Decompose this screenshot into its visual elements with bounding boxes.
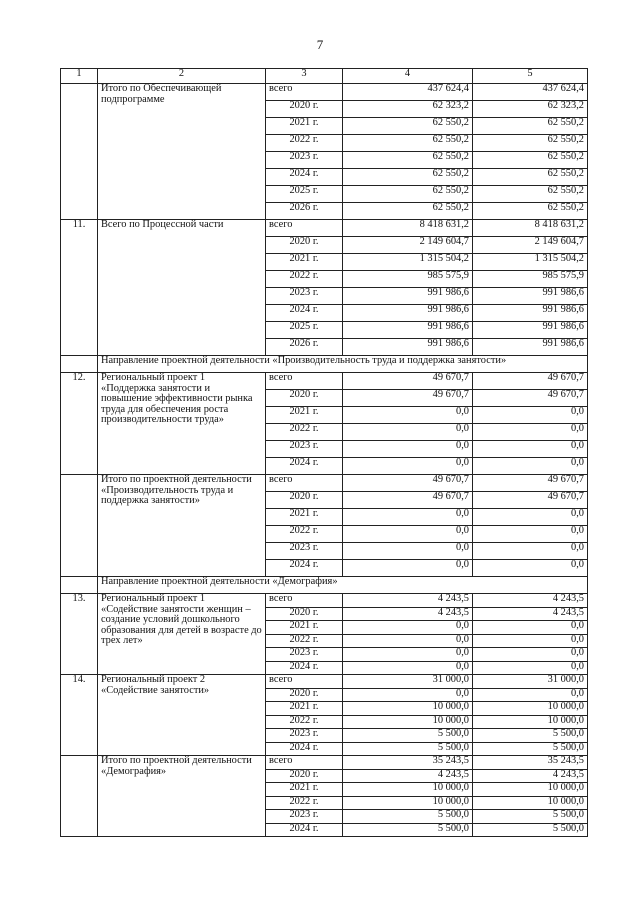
value-cell: 62 550,2: [473, 203, 588, 220]
value-cell: 1 315 504,2: [473, 254, 588, 271]
value-cell: 5 500,0: [343, 823, 473, 837]
year-cell: 2026 г.: [266, 339, 343, 356]
value-cell: 49 670,7: [473, 492, 588, 509]
value-cell: 991 986,6: [473, 322, 588, 339]
value-cell: 0,0: [343, 407, 473, 424]
value-cell: 62 550,2: [473, 135, 588, 152]
value-cell: 0,0: [473, 543, 588, 560]
table-row: [61, 84, 588, 101]
value-cell: 49 670,7: [343, 492, 473, 509]
year-cell: 2020 г.: [266, 607, 343, 621]
value-cell: 0,0: [343, 661, 473, 675]
value-cell: 991 986,6: [343, 339, 473, 356]
value-cell: 4 243,5: [343, 607, 473, 621]
value-cell: 4 243,5: [473, 594, 588, 608]
value-cell: 4 243,5: [473, 607, 588, 621]
value-cell: 49 670,7: [473, 390, 588, 407]
item-name: Региональный проект 1 «Поддержка занятости и повышение эффективности рынка труда для обеспечения роста производительности труда»: [98, 373, 266, 475]
table-row: [61, 594, 588, 608]
year-cell: всего: [266, 675, 343, 689]
value-cell: 0,0: [473, 441, 588, 458]
year-cell: 2020 г.: [266, 492, 343, 509]
value-cell: 437 624,4: [473, 84, 588, 101]
value-cell: 0,0: [343, 621, 473, 635]
row-number: 11.: [61, 220, 98, 356]
value-cell: 0,0: [473, 560, 588, 577]
value-cell: 8 418 631,2: [473, 220, 588, 237]
year-cell: 2023 г.: [266, 648, 343, 662]
table-row: [61, 756, 588, 770]
year-cell: 2023 г.: [266, 288, 343, 305]
year-cell: 2024 г.: [266, 305, 343, 322]
year-cell: 2022 г.: [266, 271, 343, 288]
year-cell: всего: [266, 475, 343, 492]
year-cell: 2022 г.: [266, 135, 343, 152]
value-cell: 10 000,0: [473, 702, 588, 716]
value-cell: 985 575,9: [343, 271, 473, 288]
year-cell: 2022 г.: [266, 526, 343, 543]
year-cell: 2020 г.: [266, 101, 343, 118]
item-name: Итого по Обеспечивающей подпрограмме: [98, 84, 266, 220]
value-cell: 2 149 604,7: [473, 237, 588, 254]
value-cell: 62 550,2: [343, 203, 473, 220]
year-cell: всего: [266, 373, 343, 390]
year-cell: всего: [266, 84, 343, 101]
year-cell: 2024 г.: [266, 823, 343, 837]
value-cell: 4 243,5: [343, 594, 473, 608]
year-cell: 2021 г.: [266, 118, 343, 135]
section-number-cell: [61, 356, 98, 373]
year-cell: 2024 г.: [266, 661, 343, 675]
year-cell: 2022 г.: [266, 634, 343, 648]
year-cell: 2024 г.: [266, 742, 343, 756]
value-cell: 5 500,0: [343, 742, 473, 756]
row-number: [61, 756, 98, 837]
value-cell: 35 243,5: [473, 756, 588, 770]
column-header: 2: [98, 69, 266, 84]
value-cell: 0,0: [473, 509, 588, 526]
year-cell: 2023 г.: [266, 729, 343, 743]
value-cell: 991 986,6: [473, 339, 588, 356]
value-cell: 49 670,7: [343, 390, 473, 407]
year-cell: 2020 г.: [266, 390, 343, 407]
value-cell: 0,0: [473, 688, 588, 702]
value-cell: 10 000,0: [343, 783, 473, 797]
year-cell: 2020 г.: [266, 769, 343, 783]
section-number-cell: [61, 577, 98, 594]
year-cell: 2022 г.: [266, 796, 343, 810]
year-cell: 2023 г.: [266, 441, 343, 458]
value-cell: 985 575,9: [473, 271, 588, 288]
item-name: Региональный проект 1 «Содействие занятости женщин – создание условий дошкольного образования для детей в возрасте до трех лет»: [98, 594, 266, 675]
value-cell: 0,0: [343, 509, 473, 526]
year-cell: 2025 г.: [266, 186, 343, 203]
value-cell: 62 550,2: [343, 118, 473, 135]
year-cell: 2022 г.: [266, 715, 343, 729]
year-cell: 2021 г.: [266, 702, 343, 716]
value-cell: 62 550,2: [473, 118, 588, 135]
value-cell: 5 500,0: [343, 729, 473, 743]
value-cell: 62 550,2: [343, 135, 473, 152]
year-cell: 2021 г.: [266, 407, 343, 424]
year-cell: 2026 г.: [266, 203, 343, 220]
year-cell: 2024 г.: [266, 169, 343, 186]
value-cell: 5 500,0: [343, 810, 473, 824]
year-cell: 2021 г.: [266, 509, 343, 526]
value-cell: 4 243,5: [343, 769, 473, 783]
value-cell: 31 000,0: [343, 675, 473, 689]
value-cell: 0,0: [473, 526, 588, 543]
year-cell: 2020 г.: [266, 688, 343, 702]
value-cell: 62 550,2: [473, 186, 588, 203]
value-cell: 49 670,7: [343, 373, 473, 390]
item-name: Итого по проектной деятельности «Демография»: [98, 756, 266, 837]
value-cell: 62 550,2: [343, 186, 473, 203]
column-header: 5: [473, 69, 588, 84]
column-header: 3: [266, 69, 343, 84]
value-cell: 0,0: [473, 424, 588, 441]
value-cell: 62 550,2: [343, 152, 473, 169]
value-cell: 5 500,0: [473, 810, 588, 824]
value-cell: 0,0: [343, 560, 473, 577]
row-number: [61, 475, 98, 577]
year-cell: 2023 г.: [266, 543, 343, 560]
value-cell: 0,0: [343, 634, 473, 648]
year-cell: 2025 г.: [266, 322, 343, 339]
section-heading: Направление проектной деятельности «Производительность труда и поддержка занятости»: [98, 356, 588, 373]
year-cell: 2021 г.: [266, 621, 343, 635]
value-cell: 0,0: [473, 407, 588, 424]
value-cell: 991 986,6: [343, 305, 473, 322]
value-cell: 10 000,0: [473, 783, 588, 797]
section-heading: Направление проектной деятельности «Демография»: [98, 577, 588, 594]
value-cell: 991 986,6: [343, 322, 473, 339]
value-cell: 62 323,2: [343, 101, 473, 118]
section-row: [61, 577, 588, 594]
year-cell: 2023 г.: [266, 152, 343, 169]
value-cell: 0,0: [343, 526, 473, 543]
row-number: 12.: [61, 373, 98, 475]
column-header: 4: [343, 69, 473, 84]
value-cell: 4 243,5: [473, 769, 588, 783]
section-row: [61, 356, 588, 373]
table-row: [61, 373, 588, 390]
value-cell: 0,0: [473, 661, 588, 675]
value-cell: 991 986,6: [343, 288, 473, 305]
value-cell: 62 550,2: [343, 169, 473, 186]
value-cell: 10 000,0: [473, 796, 588, 810]
value-cell: 2 149 604,7: [343, 237, 473, 254]
item-name: Всего по Процессной части: [98, 220, 266, 356]
value-cell: 0,0: [343, 458, 473, 475]
value-cell: 5 500,0: [473, 823, 588, 837]
year-cell: 2024 г.: [266, 560, 343, 577]
item-name: Региональный проект 2 «Содействие занятости»: [98, 675, 266, 756]
value-cell: 5 500,0: [473, 729, 588, 743]
item-name: Итого по проектной деятельности «Производительность труда и поддержка занятости»: [98, 475, 266, 577]
year-cell: всего: [266, 220, 343, 237]
year-cell: 2024 г.: [266, 458, 343, 475]
value-cell: 31 000,0: [473, 675, 588, 689]
table-body: [61, 69, 588, 837]
value-cell: 35 243,5: [343, 756, 473, 770]
year-cell: всего: [266, 756, 343, 770]
value-cell: 0,0: [473, 648, 588, 662]
value-cell: 10 000,0: [343, 715, 473, 729]
year-cell: 2021 г.: [266, 783, 343, 797]
value-cell: 10 000,0: [473, 715, 588, 729]
table-row: [61, 220, 588, 237]
value-cell: 0,0: [473, 634, 588, 648]
value-cell: 0,0: [473, 621, 588, 635]
value-cell: 991 986,6: [473, 305, 588, 322]
page-number: 7: [316, 37, 324, 52]
value-cell: 0,0: [343, 648, 473, 662]
value-cell: 0,0: [343, 424, 473, 441]
value-cell: 49 670,7: [473, 373, 588, 390]
value-cell: 1 315 504,2: [343, 254, 473, 271]
table-row: [61, 475, 588, 492]
column-header: 1: [61, 69, 98, 84]
value-cell: 991 986,6: [473, 288, 588, 305]
year-cell: 2022 г.: [266, 424, 343, 441]
value-cell: 62 323,2: [473, 101, 588, 118]
value-cell: 49 670,7: [473, 475, 588, 492]
value-cell: 62 550,2: [473, 169, 588, 186]
value-cell: 0,0: [343, 441, 473, 458]
year-cell: 2021 г.: [266, 254, 343, 271]
row-number: [61, 84, 98, 220]
value-cell: 10 000,0: [343, 796, 473, 810]
value-cell: 10 000,0: [343, 702, 473, 716]
year-cell: 2020 г.: [266, 237, 343, 254]
year-cell: 2023 г.: [266, 810, 343, 824]
year-cell: всего: [266, 594, 343, 608]
row-number: 13.: [61, 594, 98, 675]
value-cell: 5 500,0: [473, 742, 588, 756]
value-cell: 8 418 631,2: [343, 220, 473, 237]
row-number: 14.: [61, 675, 98, 756]
value-cell: 62 550,2: [473, 152, 588, 169]
value-cell: 0,0: [343, 543, 473, 560]
value-cell: 0,0: [343, 688, 473, 702]
budget-table: [60, 68, 588, 837]
value-cell: 437 624,4: [343, 84, 473, 101]
value-cell: 49 670,7: [343, 475, 473, 492]
column-header-row: [61, 69, 588, 84]
value-cell: 0,0: [473, 458, 588, 475]
table-row: [61, 675, 588, 689]
